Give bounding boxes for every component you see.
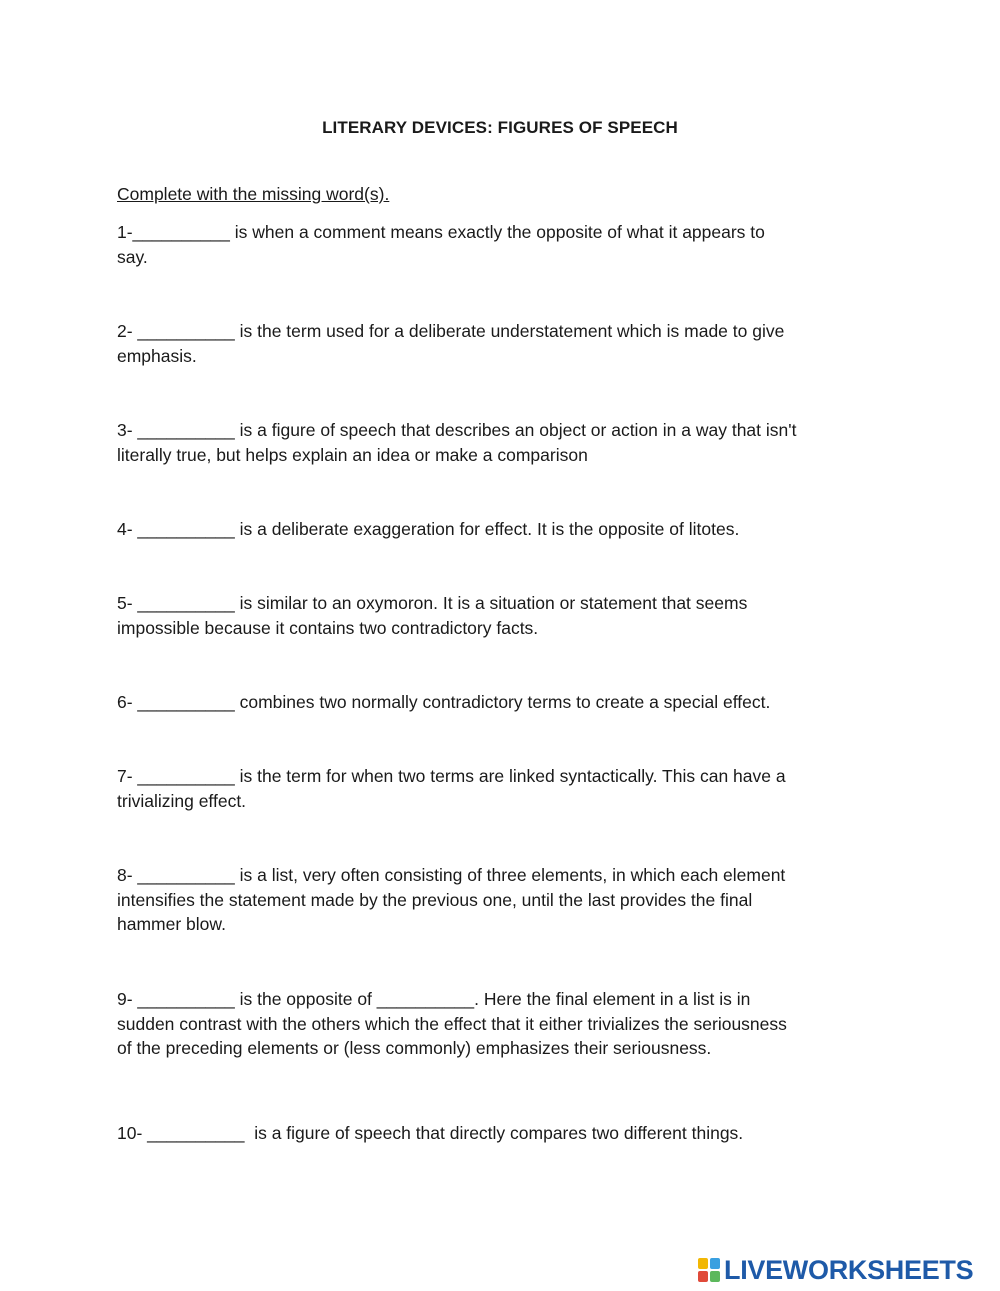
question-4 (117, 517, 887, 542)
question-line: 4- __________ is a deliberate exaggeration for effect. It is the opposite of litotes. (117, 519, 740, 539)
question-5 (117, 591, 887, 640)
question-2 (117, 319, 887, 368)
question-line: literally true, but helps explain an idea or make a comparison (117, 444, 588, 465)
question-line: 10- __________ is a figure of speech that directly compares two different things. (117, 1123, 744, 1143)
question-8 (117, 863, 887, 937)
question-line: 3- __________ is a figure of speech that describes an object or action in a way that isn't (117, 420, 797, 440)
question-line: 5- __________ is similar to an oxymoron. It is a situation or statement that seems (117, 593, 748, 613)
question-line: sudden contrast with the others which the effect that it either trivializes the seriousness (117, 1013, 787, 1034)
question-line: 8- __________ is a list, very often consisting of three elements, in which each element (117, 865, 786, 885)
logo-tile (710, 1258, 720, 1269)
question-line: of the preceding elements or (less commonly) emphasizes their seriousness. (117, 1038, 712, 1058)
question-line: say. (117, 246, 148, 267)
logo-tile (698, 1271, 708, 1282)
liveworksheets-logo (697, 1253, 973, 1287)
question-9 (117, 987, 887, 1061)
question-line: intensifies the statement made by the previous one, until the last provides the final (117, 889, 753, 910)
question-3 (117, 418, 887, 467)
question-line: 9- __________ is the opposite of __________. Here the final element in a list is in (117, 989, 751, 1009)
question-10 (117, 1121, 887, 1146)
question-line: impossible because it contains two contradictory facts. (117, 617, 539, 638)
page-title: LITERARY DEVICES: FIGURES OF SPEECH (322, 118, 678, 137)
logo-tile (710, 1271, 720, 1282)
question-line: 7- __________ is the term for when two terms are linked syntactically. This can have a (117, 766, 786, 786)
logo-text: LIVEWORKSHEETS (724, 1254, 974, 1285)
question-line: 6- __________ combines two normally contradictory terms to create a special effect. (117, 692, 771, 712)
instruction-text: Complete with the missing word(s). (117, 184, 390, 204)
question-line: 2- __________ is the term used for a deliberate understatement which is made to give (117, 321, 785, 341)
question-line: trivializing effect. (117, 790, 247, 811)
question-line: emphasis. (117, 345, 197, 366)
question-7 (117, 764, 887, 813)
logo-tile (698, 1258, 708, 1269)
question-1 (117, 220, 887, 269)
question-line: 1-__________ is when a comment means exactly the opposite of what it appears to (117, 222, 765, 242)
liveworksheets-logo-icon (697, 1257, 721, 1283)
question-6 (117, 690, 887, 715)
question-line: hammer blow. (117, 914, 226, 934)
